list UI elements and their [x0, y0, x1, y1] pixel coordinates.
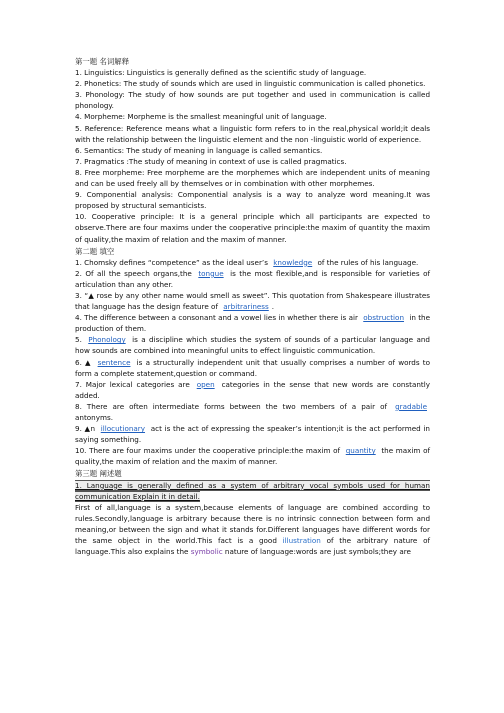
answer-blank: illocutionary: [100, 424, 146, 434]
answer-highlight: symbolic: [190, 547, 223, 557]
answer-blank: arbitrariness: [223, 302, 269, 312]
item-text-after: is a discipline which studies the system of sounds of a particular language and how sounds are combined into meaningful units to effect linguistic communication.: [75, 335, 430, 356]
fill-blank-item: [75, 357, 430, 379]
item-text-after: the maxim of quality,the maxim of relation and the maxim of manner.: [75, 446, 430, 467]
definition-item: 1. Linguistics: Linguistics is generally defined as the scientific study of language.: [75, 68, 367, 78]
item-text-before: 6. ▲: [75, 357, 95, 367]
answer-blank: sentence: [97, 357, 131, 367]
answer-blank: quantity: [345, 446, 376, 456]
definition-item: 3. Phonology: The study of how sounds are put together and used in communication is called phonology.: [75, 90, 430, 111]
answer-text: of the arbitrary nature of language.This also explains the: [75, 536, 430, 557]
item-text-after: of the rules of his language.: [315, 257, 419, 267]
item-text-before: 2. Of all the speech organs,the: [75, 268, 196, 278]
fill-blank-item: [75, 268, 430, 290]
answer-blank: obstruction: [363, 313, 405, 323]
item-text-before: 7. Major lexical categories are: [75, 379, 194, 389]
item-text-after: act is the act of expressing the speaker’s intention;it is the act performed in saying something.: [75, 424, 430, 445]
answer-blank: tongue: [198, 268, 224, 278]
essay-answer: [75, 502, 430, 557]
definition-item: 6. Semantics: The study of meaning in language is called semantics.: [75, 145, 323, 155]
definition-item: 8. Free morpheme: Free morpheme are the morphemes which are independent units of meaning and can be used freely all by themselves or in combination with other morphemes.: [75, 167, 430, 189]
item-text-after: antonyms.: [75, 413, 114, 422]
item-text-before: 9. ▲n: [75, 424, 98, 434]
section2-heading: 第二题 填空: [75, 246, 115, 256]
item-text-before: 3. “▲ rose by any other name would smell as sweet”. This quotation from Shakespeare illustrates that language has the design feature of: [75, 290, 430, 312]
answer-text: First of all,language is a system,because elements of language are combined according to rules.Secondly,language is arbitrary because there is no intrinsic connection between form and meaning,or between the sign and what it stands for.Different languages have different words for the same object in the world.This fact is a good: [75, 502, 430, 546]
answer-highlight: illustration: [282, 536, 321, 546]
essay-question: [75, 480, 430, 502]
section3-heading: 第三题 阐述题: [75, 469, 122, 479]
item-text-before: 10. There are four maxims under the cooperative principle:the maxim of: [75, 446, 343, 456]
answer-text: nature of language:words are just symbols;they are: [222, 547, 411, 557]
item-text-after: .: [271, 302, 275, 312]
answer-blank: Phonology: [88, 335, 126, 345]
answer-blank: knowledge: [273, 257, 313, 267]
definition-item: 2. Phonetics: The study of sounds which are used in linguistic communication is called phonetics.: [75, 79, 426, 89]
item-text-before: 5.: [75, 335, 86, 345]
section1-list: [75, 67, 430, 245]
document-page: [75, 56, 430, 557]
item-text-after: categories in the sense that new words are constantly added.: [75, 379, 430, 400]
section1-heading: 第一题 名词解释: [75, 57, 130, 66]
item-text-after: is the most flexible,and is responsible for varieties of articulation than any other.: [75, 268, 430, 289]
item-text-before: 1. Chomsky defines “competence” as the ideal user’s: [75, 257, 271, 267]
item-text-before: 8. There are often intermediate forms between the two members of a pair of: [75, 401, 393, 411]
fill-blank-item: [75, 290, 430, 312]
answer-blank: gradable: [395, 401, 427, 411]
fill-blank-item: [75, 334, 430, 356]
fill-blank-item: [75, 423, 430, 445]
definition-item: 7. Pragmatics :The study of meaning in context of use is called pragmatics.: [75, 156, 347, 166]
answer-blank: open: [196, 379, 215, 389]
definition-item: 10. Cooperative principle: It is a general principle which all participants are expected to observe.There are four maxims under the cooperative principle:the maxim of quantity the maxim of quality,the maxim of relation and the maxim of manner.: [75, 212, 430, 244]
fill-blank-item: [75, 401, 430, 423]
item-text-after: in the production of them.: [75, 313, 430, 334]
fill-blank-item: [75, 379, 430, 401]
definition-item: 9. Componential analysis: Componential analysis is a way to analyze word meaning.It was proposed by structural semanticists.: [75, 190, 430, 211]
item-text-before: 4. The difference between a consonant and a vowel lies in whether there is air: [75, 313, 361, 323]
fill-blank-item: [75, 257, 430, 268]
fill-blank-item: [75, 445, 430, 467]
fill-blank-item: [75, 312, 430, 334]
item-text-after: is a structurally independent unit that usually comprises a number of words to form a complete statement,question or command.: [75, 357, 430, 378]
essay-question-text: 1. Language is generally defined as a system of arbitrary vocal symbols used for human communication Explain it in detail.: [75, 480, 430, 501]
definition-item: 4. Morpheme: Morpheme is the smallest meaningful unit of language.: [75, 112, 327, 122]
definition-item: 5. Reference: Reference means what a linguistic form refers to in the real,physical world;it deals with the relationship between the linguistic element and the non -linguistic world of experience.: [75, 123, 430, 144]
section2-list: [75, 257, 430, 468]
